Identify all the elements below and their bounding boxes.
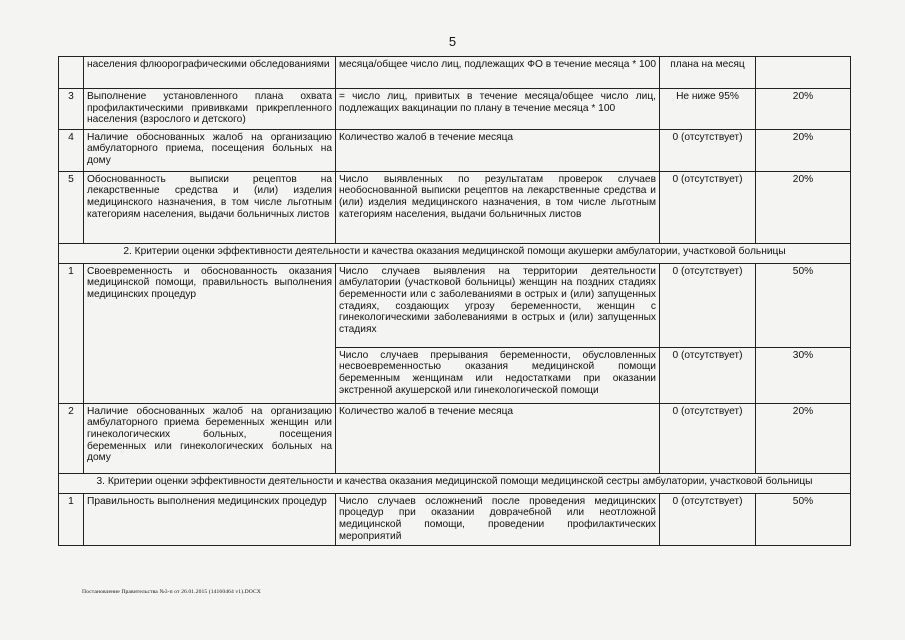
table-row [59, 493, 851, 545]
formula-cell: Количество жалоб в течение месяца [336, 403, 660, 473]
norm-cell: Не ниже 95% [660, 89, 756, 130]
weight-cell: 30% [756, 347, 851, 403]
document-footer: Постановление Правительства №3-п от 26.01.2015 (14160464 v1).DOCX [82, 589, 261, 595]
weight-cell: 50% [756, 263, 851, 347]
criterion-cell: Наличие обоснованных жалоб на организацию амбулаторного приема, посещения больных на дому [84, 129, 336, 171]
page-number: 5 [448, 34, 457, 49]
formula-cell: месяца/общее число лиц, подлежащих ФО в течение месяца * 100 [336, 57, 660, 89]
row-number-cell: 1 [59, 263, 84, 403]
table-row [59, 403, 851, 473]
criterion-cell: Обоснованность выписки рецептов на лекарственные средства и (или) изделия медицинского назначения, в том числе льготным категориям населения, выдачи больничных листов [84, 171, 336, 243]
formula-cell: = число лиц, привитых в течение месяца/общее число лиц, подлежащих вакцинации по плану в течение месяца * 100 [336, 89, 660, 130]
formula-cell: Число случаев выявления на территории деятельности амбулатории (участковой больницы) женщин на поздних стадиях беременности или с заболеваниями в острых и (или) запущенных стадиях, создающих угрозу беременности, женщин с гинекологическими заболеваниями в острых и (или) запущенных стадиях [336, 263, 660, 347]
section-heading-row [59, 243, 851, 263]
formula-cell: Число случаев осложнений после проведения медицинских процедур при оказании доврачебной или неотложной медицинской помощи, проведении профилактических мероприятий [336, 493, 660, 545]
table-row [59, 263, 851, 347]
norm-cell: 0 (отсутствует) [660, 403, 756, 473]
weight-cell: 20% [756, 171, 851, 243]
weight-cell: 20% [756, 89, 851, 130]
section-heading: 2. Критерии оценки эффективности деятельности и качества оказания медицинской помощи акушерки амбулатории, участковой больницы [59, 243, 851, 263]
section-heading: 3. Критерии оценки эффективности деятельности и качества оказания медицинской помощи медицинской сестры амбулатории, участковой больницы [59, 473, 851, 493]
row-number-cell: 3 [59, 89, 84, 130]
criterion-cell: Своевременность и обоснованность оказания медицинской помощи, правильность выполнения медицинских процедур [84, 263, 336, 403]
table-row [59, 171, 851, 243]
norm-cell: 0 (отсутствует) [660, 171, 756, 243]
norm-cell: 0 (отсутствует) [660, 263, 756, 347]
criteria-table-body [59, 57, 851, 546]
formula-cell: Число выявленных по результатам проверок случаев необоснованной выписки рецептов на лекарственные средства и (или) изделия медицинского назначения, в том числе льготным категориям населения, выдачи больничных листов [336, 171, 660, 243]
row-number-cell [59, 57, 84, 89]
criterion-cell: Наличие обоснованных жалоб на организацию амбулаторного приема беременных женщин или гинекологических больных, посещения беременных или гинекологических больных на дому [84, 403, 336, 473]
row-number-cell: 5 [59, 171, 84, 243]
row-number-cell: 1 [59, 493, 84, 545]
norm-cell: плана на месяц [660, 57, 756, 89]
weight-cell: 20% [756, 129, 851, 171]
weight-cell: 50% [756, 493, 851, 545]
norm-cell: 0 (отсутствует) [660, 347, 756, 403]
norm-cell: 0 (отсутствует) [660, 129, 756, 171]
row-number-cell: 2 [59, 403, 84, 473]
criterion-cell: населения флюорографическими обследованиями [84, 57, 336, 89]
table-row [59, 57, 851, 89]
table-row [59, 129, 851, 171]
row-number-cell: 4 [59, 129, 84, 171]
criterion-cell: Правильность выполнения медицинских процедур [84, 493, 336, 545]
section-heading-row [59, 473, 851, 493]
criterion-cell: Выполнение установленного плана охвата профилактическими прививками прикрепленного населения (взрослого и детского) [84, 89, 336, 130]
criteria-table [58, 56, 851, 546]
formula-cell: Количество жалоб в течение месяца [336, 129, 660, 171]
formula-cell: Число случаев прерывания беременности, обусловленных несвоевременностью оказания медицинской помощи беременным женщинам или недостатками при оказании экстренной акушерской или гинекологической помощи [336, 347, 660, 403]
table-row [59, 89, 851, 130]
weight-cell [756, 57, 851, 89]
weight-cell: 20% [756, 403, 851, 473]
norm-cell: 0 (отсутствует) [660, 493, 756, 545]
